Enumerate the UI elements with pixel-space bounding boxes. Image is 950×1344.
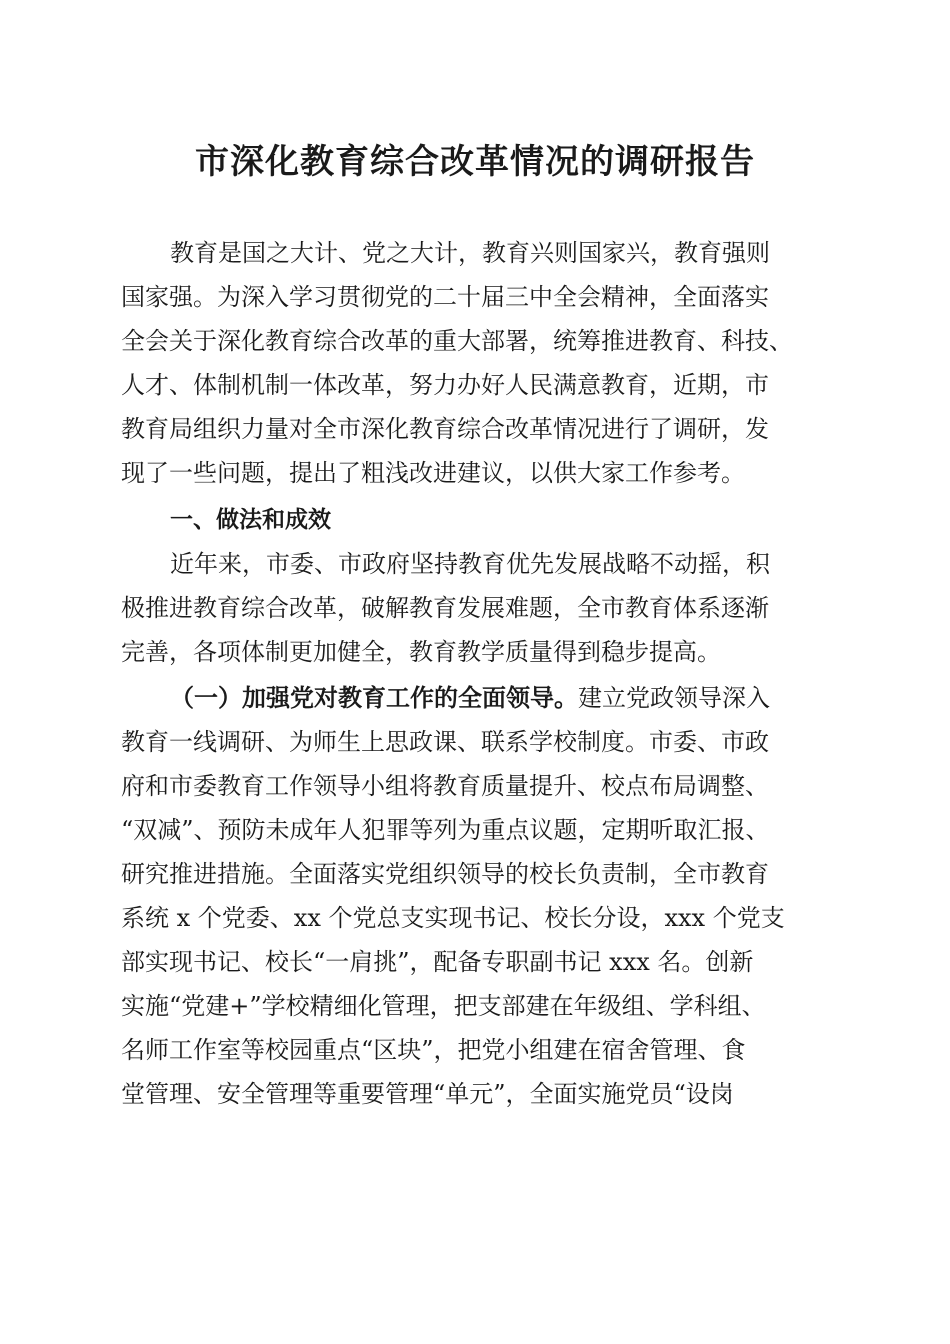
body-line: 部实现书记、校长“一肩挑”，配备专职副书记 xxx 名。创新 (121, 948, 754, 976)
body-line: 教育一线调研、为师生上思政课、联系学校制度。市委、市政 (121, 728, 769, 756)
subsection-heading: （一）加强党对教育工作的全面领导。 (170, 683, 578, 712)
body-line: 教育是国之大计、党之大计，教育兴则国家兴，教育强则 (170, 239, 770, 267)
body-line: 极推进教育综合改革，破解教育发展难题，全市教育体系逐渐 (121, 594, 769, 622)
body-line: 名师工作室等校园重点“区块”，把党小组建在宿舍管理、食 (121, 1036, 746, 1064)
body-line: 系统 x 个党委、xx 个党总支实现书记、校长分设，xxx 个党支 (121, 904, 785, 932)
subsection-text: 建立党政领导深入 (578, 684, 770, 712)
body-line: 府和市委教育工作领导小组将教育质量提升、校点布局调整、 (121, 772, 769, 800)
body-line: 堂管理、安全管理等重要管理“单元”，全面实施党员“设岗 (121, 1080, 734, 1108)
body-line: 完善，各项体制更加健全，教育教学质量得到稳步提高。 (121, 638, 721, 666)
subsection-line (170, 681, 770, 715)
body-line: 教育局组织力量对全市深化教育综合改革情况进行了调研，发 (121, 415, 769, 443)
body-line: 国家强。为深入学习贯彻党的二十届三中全会精神，全面落实 (121, 283, 769, 311)
body-line: 近年来，市委、市政府坚持教育优先发展战略不动摇，积 (170, 550, 770, 578)
body-line: “双减”、预防未成年人犯罪等列为重点议题，定期听取汇报、 (121, 816, 770, 844)
body-line: 实施“党建+”学校精细化管理，把支部建在年级组、学科组、 (121, 992, 766, 1020)
body-line: 人才、体制机制一体改革，努力办好人民满意教育，近期，市 (121, 371, 769, 399)
body-line: 全会关于深化教育综合改革的重大部署，统筹推进教育、科技、 (121, 327, 793, 355)
body-line: 研究推进措施。全面落实党组织领导的校长负责制，全市教育 (121, 860, 769, 888)
body-line: 现了一些问题，提出了粗浅改进建议，以供大家工作参考。 (121, 459, 745, 487)
document-title: 市深化教育综合改革情况的调研报告 (195, 142, 755, 182)
section-heading: 一、做法和成效 (170, 507, 331, 533)
